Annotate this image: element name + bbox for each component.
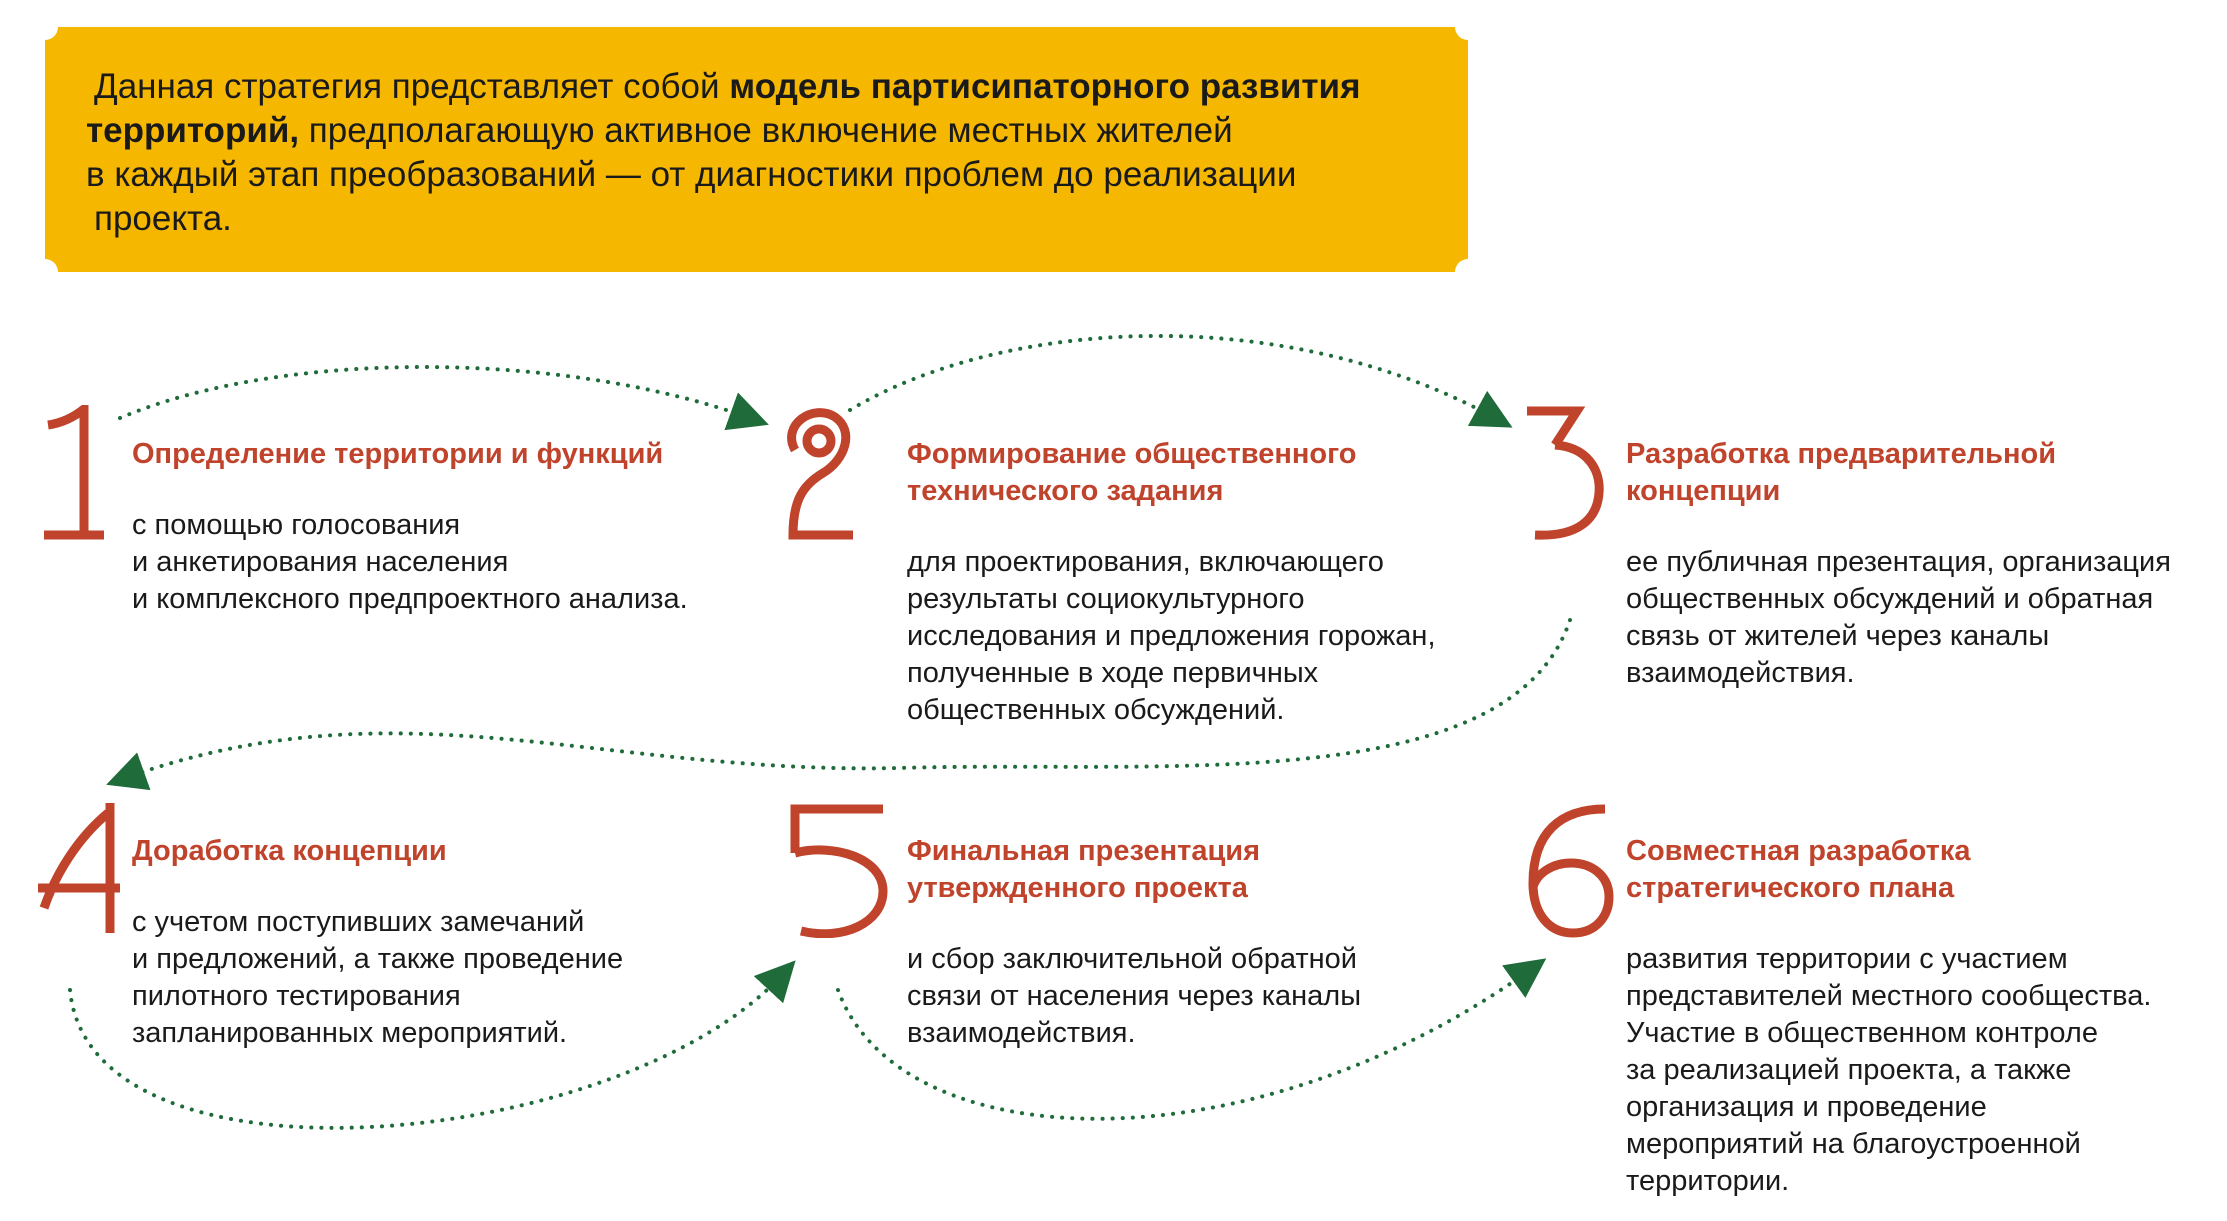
step-6-desc-line: мероприятий на благоустроенной <box>1626 1128 2081 1160</box>
step-5-title-line: утвержденного проекта <box>907 872 1248 904</box>
step-4-desc-line: с учетом поступивших замечаний <box>132 906 585 938</box>
banner-line2-bold: территорий, <box>86 111 300 150</box>
step-2 <box>907 436 1487 729</box>
step-1 <box>132 436 752 618</box>
step-3-desc-line: общественных обсуждений и обратная <box>1626 583 2154 615</box>
step-1-desc-line: и анкетирования населения <box>132 546 509 578</box>
step-3-desc <box>1626 544 2226 692</box>
step-4 <box>132 833 732 1052</box>
step-1-desc-line: с помощью голосования <box>132 509 461 541</box>
step-6-desc-line: развития территории с участием <box>1626 943 2068 975</box>
banner-line1-prefix: Данная стратегия представляет собой <box>94 67 730 106</box>
step-number-1 <box>40 405 110 540</box>
step-number-6 <box>1525 803 1615 938</box>
step-2-desc <box>907 544 1487 729</box>
step-2-desc-line: полученные в ходе первичных <box>907 657 1319 689</box>
step-1-desc-line: и комплексного предпроектного анализа. <box>132 583 688 615</box>
banner-line3: в каждый этап преобразований — от диагностики проблем до реализации <box>86 155 1297 194</box>
step-1-desc <box>132 507 752 618</box>
step-6-title <box>1626 833 2226 907</box>
step-3-desc-line: ее публичная презентация, организация <box>1626 546 2171 578</box>
banner-line2-rest: предполагающую активное включение местных жителей <box>299 111 1233 150</box>
step-4-desc-line: пилотного тестирования <box>132 980 461 1012</box>
step-1-title: Определение территории и функций <box>132 438 664 470</box>
step-3-title-line: концепции <box>1626 475 1781 507</box>
step-2-title-line: Формирование общественного <box>907 438 1357 470</box>
step-2-title-line: технического задания <box>907 475 1224 507</box>
step-2-title <box>907 436 1487 510</box>
step-6-title-line: Совместная разработка <box>1626 835 1971 867</box>
step-3-title-line: Разработка предварительной <box>1626 438 2057 470</box>
step-number-2 <box>783 405 858 540</box>
step-3-desc-line: взаимодействия. <box>1626 657 1855 689</box>
step-5-desc-line: связи от населения через каналы <box>907 980 1362 1012</box>
step-2-desc-line: общественных обсуждений. <box>907 694 1285 726</box>
step-number-5 <box>783 803 893 938</box>
step-4-desc-line: запланированных мероприятий. <box>132 1017 568 1049</box>
step-4-desc-line: и предложений, а также проведение <box>132 943 624 975</box>
step-6 <box>1626 833 2226 1200</box>
step-6-desc-line: за реализацией проекта, а также <box>1626 1054 2072 1086</box>
step-2-desc-line: для проектирования, включающего <box>907 546 1384 578</box>
step-6-desc <box>1626 941 2226 1200</box>
step-5-desc <box>907 941 1487 1052</box>
step-5-desc-line: взаимодействия. <box>907 1017 1136 1049</box>
banner-line4: проекта. <box>94 199 232 238</box>
step-5-title <box>907 833 1487 907</box>
step-2-desc-line: исследования и предложения горожан, <box>907 620 1436 652</box>
arrow-2-to-3 <box>850 336 1495 418</box>
banner-line1-bold: модель партисипаторного развития <box>729 67 1361 106</box>
step-4-desc <box>132 904 732 1052</box>
step-3-title <box>1626 436 2226 510</box>
step-3 <box>1626 436 2226 692</box>
arrow-1-to-2 <box>120 367 750 418</box>
step-5-title-line: Финальная презентация <box>907 835 1261 867</box>
step-3-desc-line: связь от жителей через каналы <box>1626 620 2050 652</box>
step-4-title: Доработка концепции <box>132 835 447 867</box>
step-5 <box>907 833 1487 1052</box>
step-2-desc-line: результаты социокультурного <box>907 583 1305 615</box>
step-6-desc-line: представителей местного сообщества. <box>1626 980 2152 1012</box>
step-6-desc-line: организация и проведение <box>1626 1091 1987 1123</box>
step-5-desc-line: и сбор заключительной обратной <box>907 943 1357 975</box>
step-6-desc-line: Участие в общественном контроле <box>1626 1017 2098 1049</box>
step-6-title-line: стратегического плана <box>1626 872 1955 904</box>
step-number-3 <box>1525 405 1605 540</box>
step-number-4 <box>38 803 123 938</box>
step-6-desc-line: территории. <box>1626 1165 1790 1197</box>
